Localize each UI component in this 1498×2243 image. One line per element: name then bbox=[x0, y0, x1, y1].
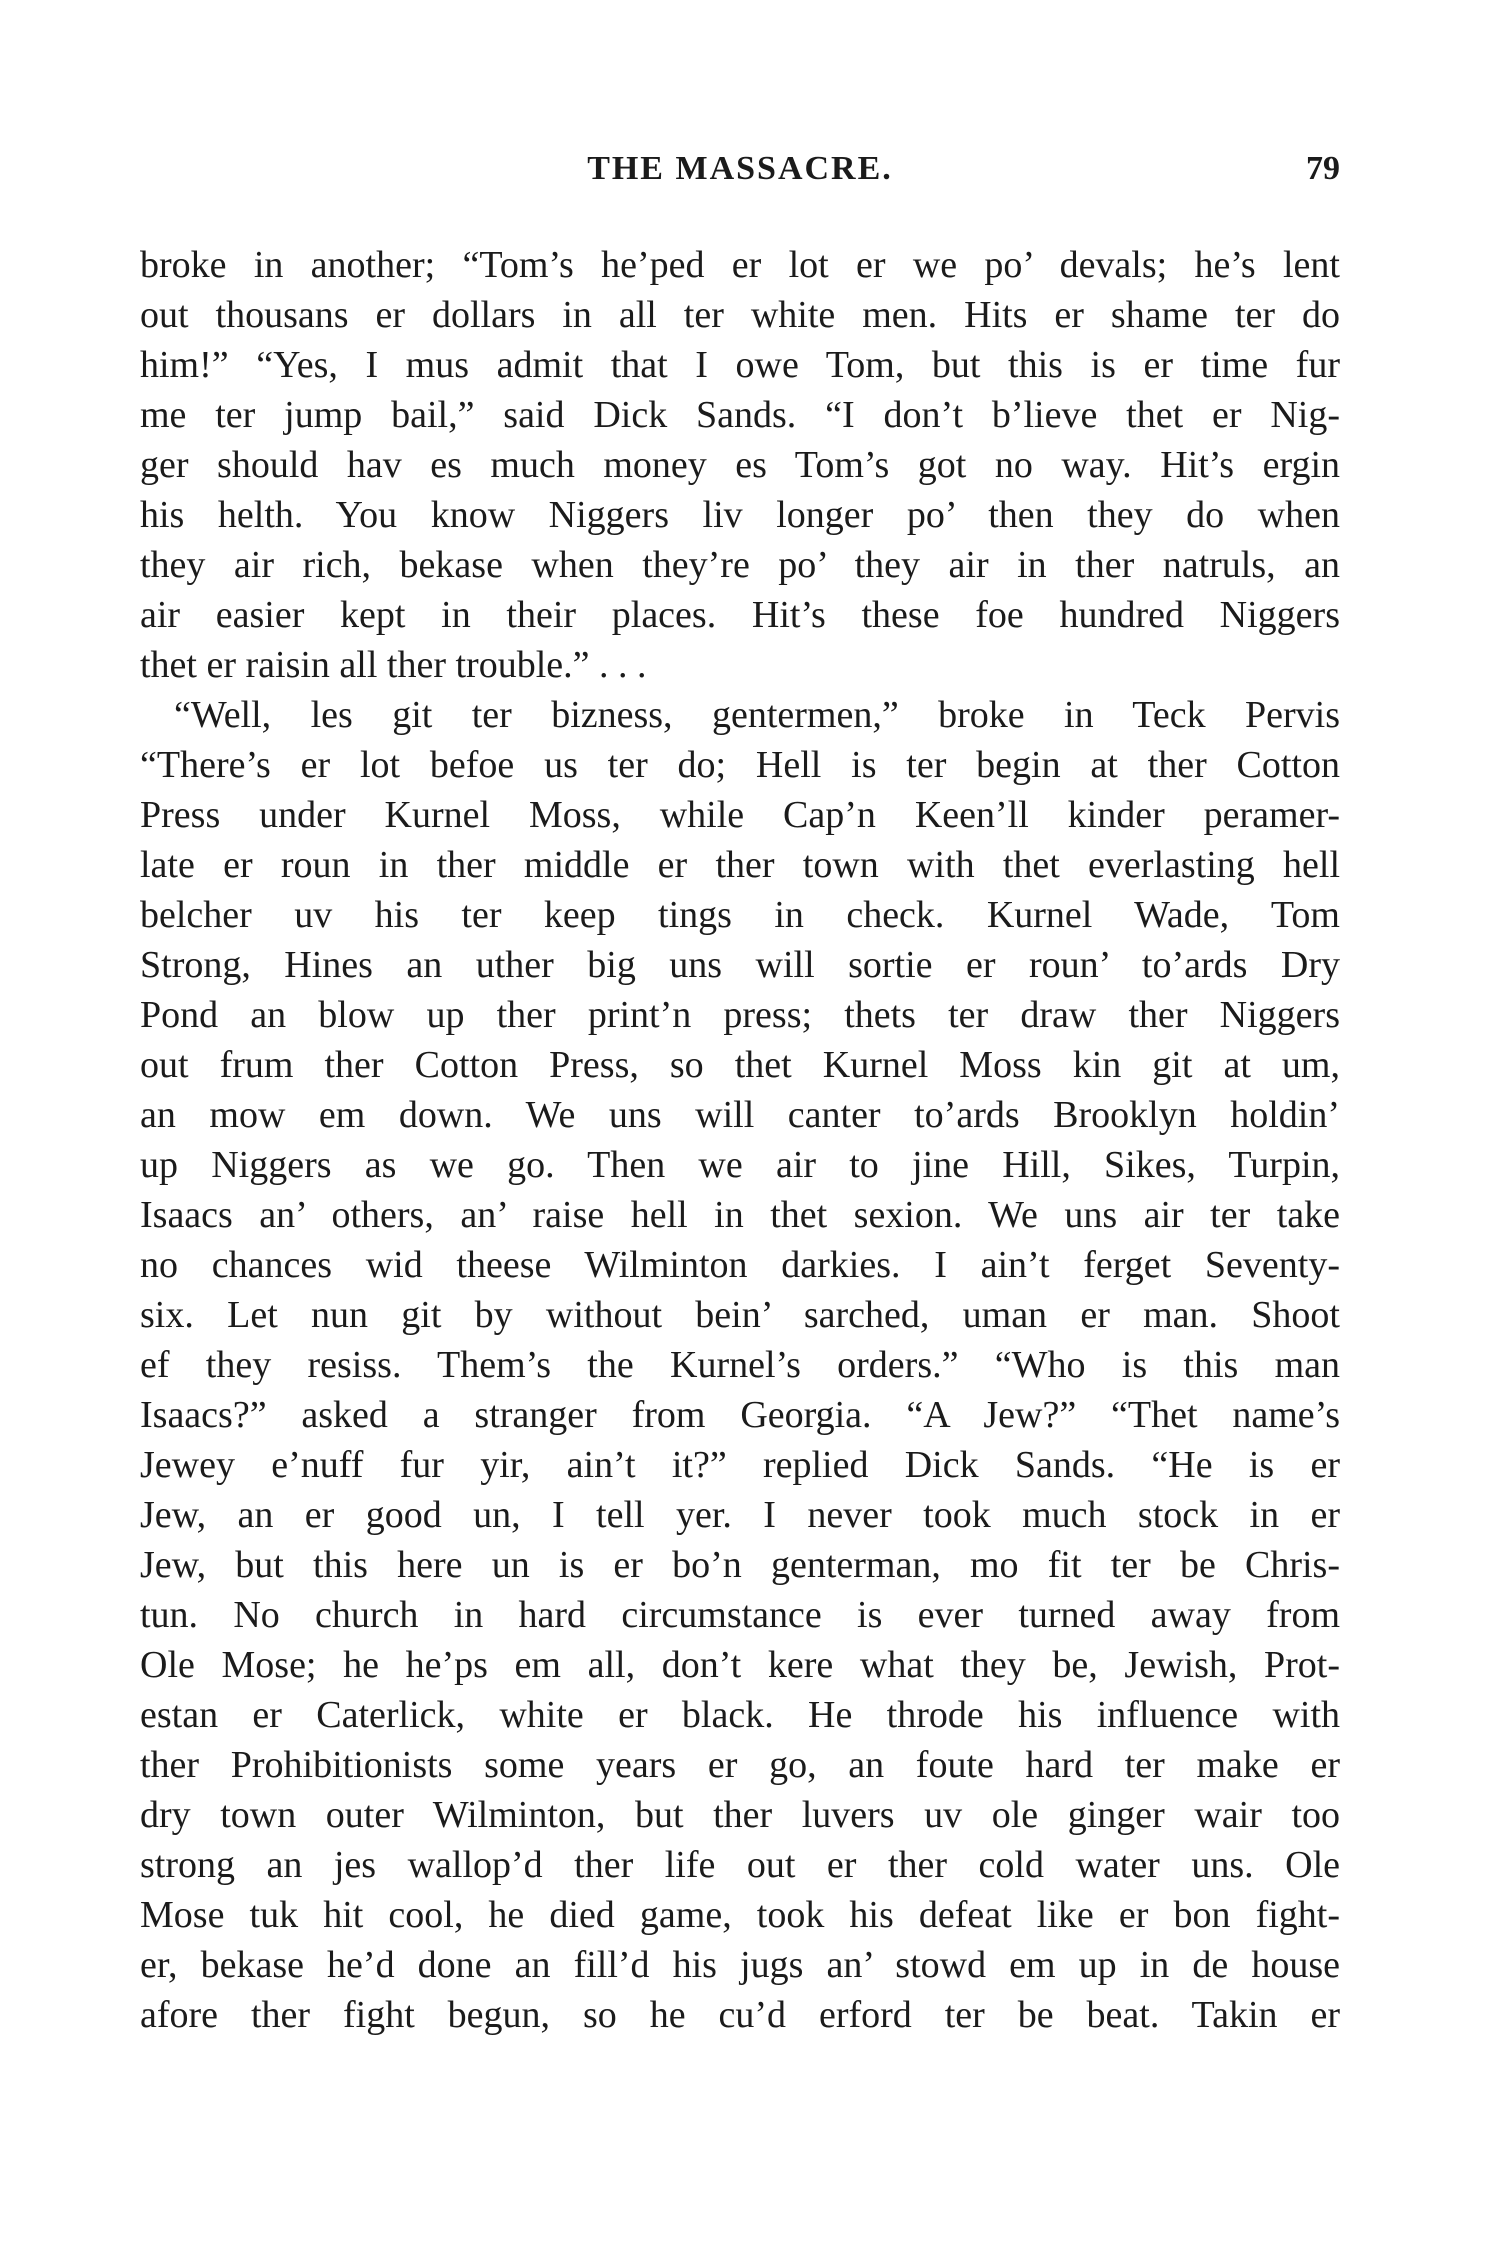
text-line: late er roun in ther middle er ther town with thet everlasting hell bbox=[140, 844, 1340, 886]
text-line: “There’s er lot befoe us ter do; Hell is ter begin at ther Cotton bbox=[140, 744, 1340, 786]
text-line: him!” “Yes, I mus admit that I owe Tom, but this is er time fur bbox=[140, 344, 1340, 386]
text-line: thet er raisin all ther trouble.” . . . bbox=[140, 644, 647, 686]
body-text bbox=[140, 240, 1340, 2040]
text-line: Isaacs?” asked a stranger from Georgia. “A Jew?” “Thet name’s bbox=[140, 1394, 1340, 1436]
text-line: ther Prohibitionists some years er go, an foute hard ter make er bbox=[140, 1744, 1340, 1786]
text-line: tun. No church in hard circumstance is ever turned away from bbox=[140, 1594, 1340, 1636]
text-line: Ole Mose; he he’ps em all, don’t kere what they be, Jewish, Prot- bbox=[140, 1644, 1340, 1686]
text-line: Pond an blow up ther print’n press; thets ter draw ther Niggers bbox=[140, 994, 1340, 1036]
text-line: Jew, an er good un, I tell yer. I never took much stock in er bbox=[140, 1494, 1340, 1536]
text-line: ger should hav es much money es Tom’s got no way. Hit’s ergin bbox=[140, 444, 1340, 486]
text-line: afore ther fight begun, so he cu’d erford ter be beat. Takin er bbox=[140, 1994, 1340, 2036]
text-line: no chances wid theese Wilminton darkies. I ain’t ferget Seventy- bbox=[140, 1244, 1340, 1286]
text-line: Isaacs an’ others, an’ raise hell in thet sexion. We uns air ter take bbox=[140, 1194, 1340, 1236]
text-line: up Niggers as we go. Then we air to jine Hill, Sikes, Turpin, bbox=[140, 1144, 1340, 1186]
text-line: “Well, les git ter bizness, gentermen,” broke in Teck Pervis bbox=[174, 694, 1340, 736]
text-line: air easier kept in their places. Hit’s these foe hundred Niggers bbox=[140, 594, 1340, 636]
text-line: broke in another; “Tom’s he’ped er lot er we po’ devals; he’s lent bbox=[140, 244, 1340, 286]
text-line: Jewey e’nuff fur yir, ain’t it?” replied Dick Sands. “He is er bbox=[140, 1444, 1340, 1486]
text-line: Mose tuk hit cool, he died game, took his defeat like er bon fight- bbox=[140, 1894, 1340, 1936]
text-line: belcher uv his ter keep tings in check. Kurnel Wade, Tom bbox=[140, 894, 1340, 936]
text-line: an mow em down. We uns will canter to’ards Brooklyn holdin’ bbox=[140, 1094, 1340, 1136]
text-line: me ter jump bail,” said Dick Sands. “I don’t b’lieve thet er Nig- bbox=[140, 394, 1340, 436]
text-line: out thousans er dollars in all ter white men. Hits er shame ter do bbox=[140, 294, 1340, 336]
text-line: out frum ther Cotton Press, so thet Kurnel Moss kin git at um, bbox=[140, 1044, 1340, 1086]
text-line: estan er Caterlick, white er black. He throde his influence with bbox=[140, 1694, 1340, 1736]
text-line: er, bekase he’d done an fill’d his jugs an’ stowd em up in de house bbox=[140, 1944, 1340, 1986]
text-line: Press under Kurnel Moss, while Cap’n Keen’ll kinder peramer- bbox=[140, 794, 1340, 836]
text-line: Jew, but this here un is er bo’n genterman, mo fit ter be Chris- bbox=[140, 1544, 1340, 1586]
page-number: 79 bbox=[1306, 150, 1340, 187]
chapter-title: THE MASSACRE. bbox=[587, 150, 893, 187]
text-line: dry town outer Wilminton, but ther luvers uv ole ginger wair too bbox=[140, 1794, 1340, 1836]
text-line: strong an jes wallop’d ther life out er ther cold water uns. Ole bbox=[140, 1844, 1340, 1886]
running-head bbox=[140, 150, 1340, 200]
text-line: they air rich, bekase when they’re po’ they air in ther natruls, an bbox=[140, 544, 1340, 586]
text-line: Strong, Hines an uther big uns will sortie er roun’ to’ards Dry bbox=[140, 944, 1340, 986]
text-line: his helth. You know Niggers liv longer po’ then they do when bbox=[140, 494, 1340, 536]
text-line: ef they resiss. Them’s the Kurnel’s orders.” “Who is this man bbox=[140, 1344, 1340, 1386]
text-line: six. Let nun git by without bein’ sarched, uman er man. Shoot bbox=[140, 1294, 1340, 1336]
